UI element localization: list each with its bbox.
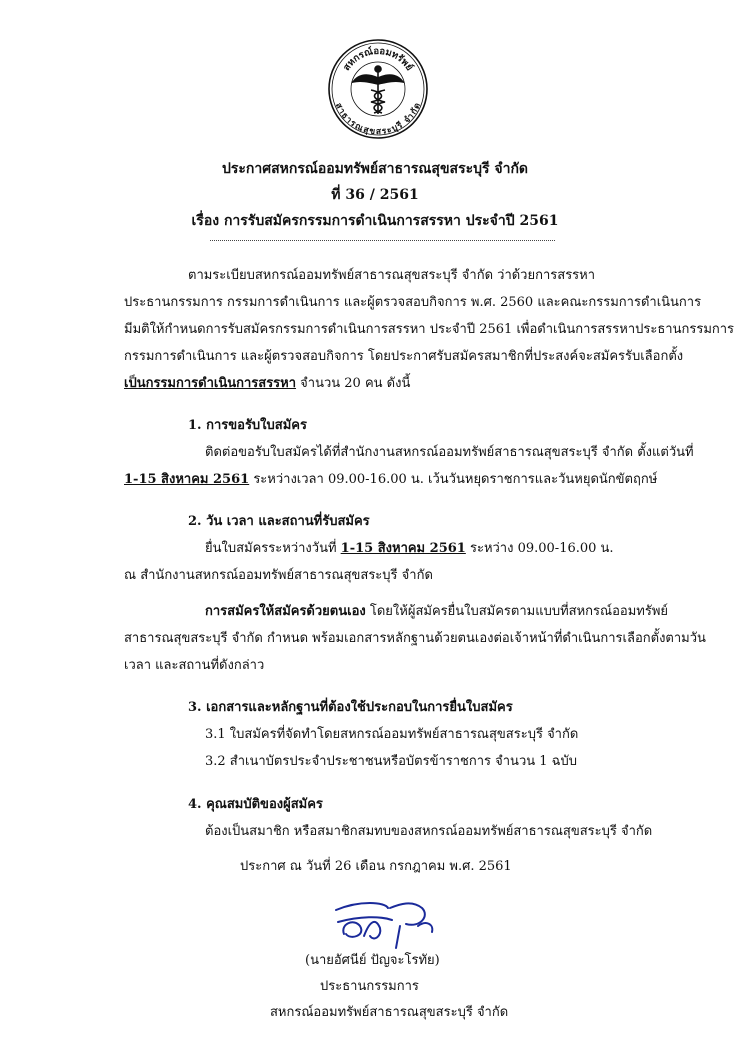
signatory-name: (นายอัศนีย์ ปัญจะโรทัย)	[305, 953, 440, 968]
caduceus-emblem	[353, 66, 403, 114]
announcement-subject: เรื่อง การรับสมัครกรรมการดำเนินการสรรหา ประจำปี 2561	[191, 213, 559, 229]
section-1-heading: 1. การขอรับใบสมัคร	[188, 418, 307, 433]
section-1-date: 1-15 สิงหาคม 2561	[124, 472, 250, 487]
section-2-line-1-a: ยื่นใบสมัครระหว่างวันที่	[205, 541, 341, 556]
section-2-para-2-rest: โดยให้ผู้สมัครยื่นใบสมัครตามแบบที่สหกรณ์ออมทรัพย์	[365, 604, 669, 619]
announcement-number: ที่ 36 / 2561	[331, 187, 419, 203]
section-2-date: 1-15 สิงหาคม 2561	[340, 541, 466, 556]
intro-line-3: มีมติให้กำหนดการรับสมัครกรรมการดำเนินการสรรหา ประจำปี 2561 เพื่อดำเนินการสรรหาประธานกรรมการ	[124, 322, 735, 337]
section-4-line-1: ต้องเป็นสมาชิก หรือสมาชิกสมทบของสหกรณ์ออมทรัพย์สาธารณสุขสระบุรี จำกัด	[205, 824, 653, 839]
section-1-line-1: ติดต่อขอรับใบสมัครได้ที่สำนักงานสหกรณ์ออมทรัพย์สาธารณสุขสระบุรี จำกัด ตั้งแต่วันที่	[205, 445, 694, 460]
self-apply-bold: การสมัครให้สมัครด้วยตนเอง	[205, 604, 366, 619]
section-2-line-1	[205, 535, 614, 562]
section-2-para-2-line-1	[205, 598, 668, 625]
section-3-item-2: 3.2 สำเนาบัตรประจำประชาชนหรือบัตรข้าราชการ จำนวน 1 ฉบับ	[205, 754, 578, 769]
section-2-line-1-b: ระหว่าง 09.00-16.00 น.	[465, 541, 614, 556]
intro-bold-phrase: เป็นกรรมการดำเนินการสรรหา	[124, 376, 297, 391]
intro-line-1: ตามระเบียบสหกรณ์ออมทรัพย์สาธารณสุขสระบุรี จำกัด ว่าด้วยการสรรหา	[188, 268, 596, 283]
intro-line-2: ประธานกรรมการ กรรมการดำเนินการ และผู้ตรวจสอบกิจการ พ.ศ. 2560 และคณะกรรมการดำเนินการ	[124, 295, 702, 310]
seal-text-top: สหกรณ์ออมทรัพย์	[341, 45, 415, 73]
section-4-heading: 4. คุณสมบัติของผู้สมัคร	[188, 797, 323, 812]
intro-line-5-rest: จำนวน 20 คน ดังนี้	[296, 376, 411, 391]
section-3-heading: 3. เอกสารและหลักฐานที่ต้องใช้ประกอบในการยื่นใบสมัคร	[188, 700, 513, 715]
seal-text-bottom: สาธารณสุขสระบุรี จำกัด	[332, 101, 424, 138]
dotted-divider	[210, 240, 555, 241]
cooperative-seal	[327, 38, 429, 140]
section-1-line-2	[124, 466, 657, 493]
signature	[330, 890, 440, 955]
intro-line-4: กรรมการดำเนินการ และผู้ตรวจสอบกิจการ โดยประกาศรับสมัครสมาชิกที่ประสงค์จะสมัครรับเลือกตั้ง	[124, 349, 684, 364]
signatory-organization: สหกรณ์ออมทรัพย์สาธารณสุขสระบุรี จำกัด	[270, 1005, 509, 1020]
intro-line-5	[124, 370, 410, 397]
section-2-line-2: ณ สำนักงานสหกรณ์ออมทรัพย์สาธารณสุขสระบุรี จำกัด	[124, 568, 433, 583]
section-2-heading: 2. วัน เวลา และสถานที่รับสมัคร	[188, 514, 370, 529]
announcement-date: ประกาศ ณ วันที่ 26 เดือน กรกฎาคม พ.ศ. 2561	[240, 859, 512, 874]
section-1-line-2-rest: ระหว่างเวลา 09.00-16.00 น. เว้นวันหยุดราชการและวันหยุดนักขัตฤกษ์	[249, 472, 658, 487]
section-2-para-2-line-3: เวลา และสถานที่ดังกล่าว	[124, 658, 265, 673]
announcement-title: ประกาศสหกรณ์ออมทรัพย์สาธารณสุขสระบุรี จำกัด	[221, 161, 529, 177]
signatory-position: ประธานกรรมการ	[320, 979, 419, 994]
section-3-item-1: 3.1 ใบสมัครที่จัดทำโดยสหกรณ์ออมทรัพย์สาธารณสุขสระบุรี จำกัด	[205, 727, 579, 742]
section-2-para-2-line-2: สาธารณสุขสระบุรี จำกัด กำหนด พร้อมเอกสารหลักฐานด้วยตนเองต่อเจ้าหน้าที่ดำเนินการเลือกตั้งตามวัน	[124, 631, 706, 646]
